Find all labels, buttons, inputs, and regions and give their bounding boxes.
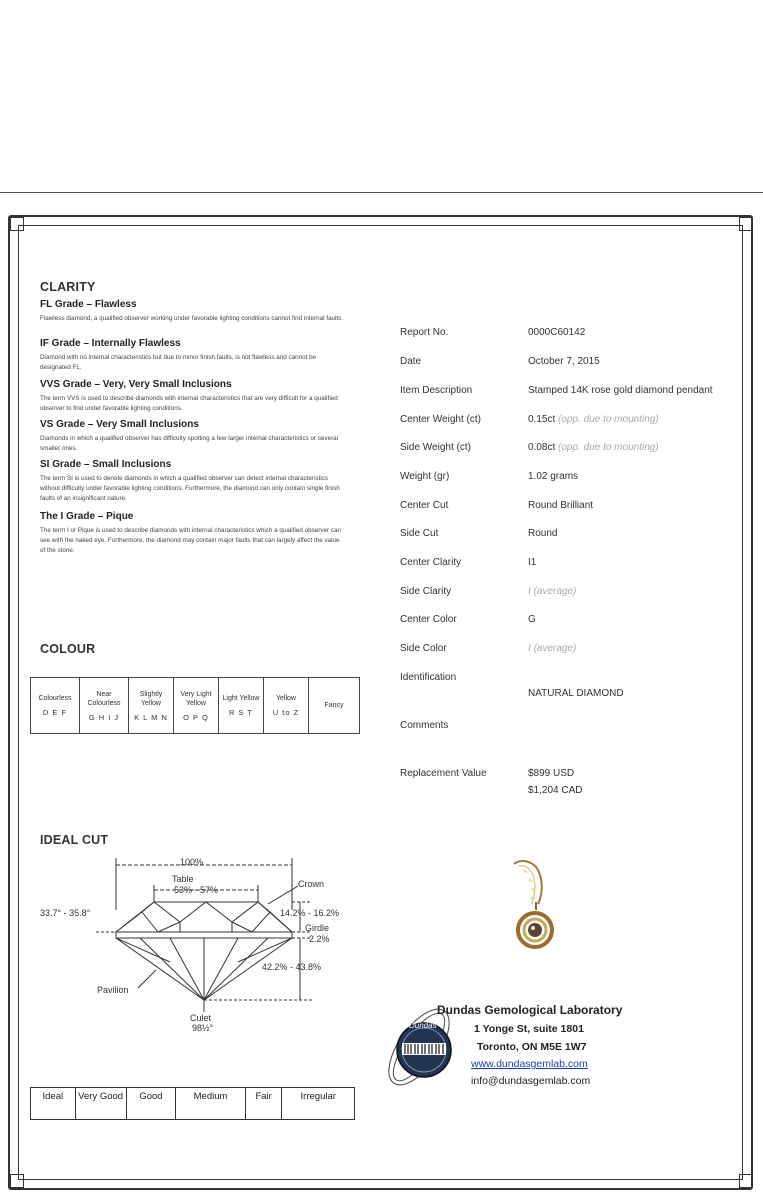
corner-ornament <box>10 1174 24 1188</box>
date-label: Date <box>400 356 422 367</box>
center-cut-label: Center Cut <box>400 500 449 511</box>
colour-label: Near Colourless <box>87 690 121 707</box>
center-weight-value <box>528 414 659 425</box>
total-width-label: 100% <box>180 857 204 867</box>
side-color-value <box>528 643 576 654</box>
comments-label: Comments <box>400 720 449 731</box>
grade-vvs-text: The term VVS is used to describe diamonds with internal characteristics that are very difficult for a qualified observer to find under favorable lighting conditions. <box>40 395 338 412</box>
grade-fl-text: Flawless diamond, a qualified observer working under favorable lighting conditions cannot find internal faults. <box>40 315 344 322</box>
colour-col-fancy <box>309 678 360 734</box>
colour-scale-table <box>30 677 360 734</box>
grade-i-text: The term I or Pique is used to describe diamonds with internal characteristics which a qualified observer can see with the naked eye. Furthermore, the diamond may contain major faults that can largely affect the value of the stone. <box>40 527 341 554</box>
colour-label: Fancy <box>324 702 344 709</box>
replacement-usd: $899 USD <box>528 768 575 779</box>
girdle-value: 2.2% <box>309 934 330 944</box>
clarity-title: CLARITY <box>40 280 96 294</box>
cut-grade-cell: Fair <box>245 1088 282 1120</box>
grade-i-title: The I Grade – Pique <box>40 511 134 522</box>
colour-range: K L M N <box>134 712 168 722</box>
side-clarity-grade: I <box>528 586 531 597</box>
culet-label: Culet <box>190 1013 212 1023</box>
culet-value: 98½° <box>192 1023 214 1033</box>
center-color-label: Center Color <box>400 614 457 625</box>
corner-ornament <box>739 1174 753 1188</box>
side-weight-amount: 0.08ct <box>528 442 556 453</box>
colour-title: COLOUR <box>40 642 96 656</box>
colour-range: O P Q <box>183 712 209 722</box>
lab-name: Dundas Gemological Laboratory <box>437 1003 623 1017</box>
page-top-rule <box>0 192 763 193</box>
side-weight-note: (opp. due to mounting) <box>558 442 659 453</box>
grade-fl-title: FL Grade – Flawless <box>40 299 137 310</box>
cut-grade-table <box>30 1087 355 1120</box>
cut-grade-cell: Good <box>126 1088 176 1120</box>
grade-if-text: Diamond with no internal characteristics but due to minor finish faults, is not flawless and cannot be designated FL. <box>40 354 317 371</box>
grade-vvs-title: VVS Grade – Very, Very Small Inclusions <box>40 379 232 390</box>
table-range-label: 53% - 57% <box>174 885 219 895</box>
colour-range: R S T <box>228 708 254 717</box>
identification-value: NATURAL DIAMOND <box>528 688 624 699</box>
side-color-note: (average) <box>533 643 577 654</box>
center-weight-note: (opp. due to mounting) <box>558 414 659 425</box>
grade-si-text: The term SI is used to denote diamonds in which a qualified observer can detect internal characteristics without difficulty under favorable lighting conditions. Furthermore, the diamond can only contain single finish faults of an insignificant nature. <box>40 475 340 502</box>
seal-text: Dundas <box>409 1021 437 1030</box>
crown-angle-label: 33.7° - 35.8° <box>40 908 91 918</box>
colour-range: U to Z <box>272 708 300 717</box>
colour-label: Yellow <box>276 695 296 702</box>
ideal-cut-title: IDEAL CUT <box>40 833 109 847</box>
side-clarity-note: (average) <box>533 586 577 597</box>
grade-vs-title: VS Grade – Very Small Inclusions <box>40 419 199 430</box>
side-clarity-label: Side Clarity <box>400 586 452 597</box>
grade-if-title: IF Grade – Internally Flawless <box>40 338 181 349</box>
girdle-label: Girdle <box>305 923 330 933</box>
report-no-value: 0000C60142 <box>528 327 586 338</box>
corner-ornament <box>739 217 753 231</box>
colour-col-u-z <box>264 678 309 734</box>
item-description-value: Stamped 14K rose gold diamond pendant <box>528 385 713 396</box>
center-cut-value: Round Brilliant <box>528 500 594 511</box>
side-weight-label: Side Weight (ct) <box>400 442 471 453</box>
side-cut-value: Round <box>528 528 558 539</box>
cut-grade-cell: Very Good <box>75 1088 126 1120</box>
colour-col-r-t <box>219 678 264 734</box>
colour-label: Very Light Yellow <box>180 690 212 707</box>
colour-col-o-q <box>174 678 219 734</box>
colour-range: D E F <box>42 708 68 717</box>
corner-ornament <box>10 217 24 231</box>
center-weight-label: Center Weight (ct) <box>400 414 481 425</box>
weight-gr-label: Weight (gr) <box>400 471 450 482</box>
center-weight-amount: 0.15ct <box>528 414 556 425</box>
cut-grade-cell: Medium <box>176 1088 246 1120</box>
colour-label: Slightly Yellow <box>139 690 163 707</box>
cut-grade-cell: Irregular <box>282 1088 355 1120</box>
center-clarity-label: Center Clarity <box>400 557 462 568</box>
table-label: Table <box>172 874 194 884</box>
pavilion-depth-label: 42.2% - 43.8% <box>262 962 322 972</box>
replacement-cad: $1,204 CAD <box>528 785 583 796</box>
crown-label: Crown <box>298 879 325 889</box>
identification-label: Identification <box>400 672 457 683</box>
colour-col-k-n <box>129 678 174 734</box>
side-clarity-value <box>528 586 576 597</box>
crown-height-label: 14.2% - 16.2% <box>280 908 340 918</box>
lab-email[interactable]: info@dundasgemlab.com <box>471 1075 591 1087</box>
pavilion-label: Pavilion <box>97 985 129 995</box>
report-no-label: Report No. <box>400 327 449 338</box>
lab-address-line1: 1 Yonge St, suite 1801 <box>474 1023 584 1035</box>
cut-grade-cell: Ideal <box>31 1088 76 1120</box>
grade-vs-text: Diamonds in which a qualified observer has difficulty spotting a few larger internal characteristics or several smaller ones. <box>40 435 339 452</box>
replacement-value-label: Replacement Value <box>400 768 487 779</box>
lab-website-link[interactable]: www.dundasgemlab.com <box>471 1058 588 1070</box>
center-color-value: G <box>528 614 536 625</box>
date-value: October 7, 2015 <box>528 356 600 367</box>
colour-range: G H I J <box>88 712 120 722</box>
colour-label: Colourless <box>38 695 72 702</box>
lab-address-line2: Toronto, ON M5E 1W7 <box>477 1041 587 1053</box>
center-clarity-value: I1 <box>528 557 537 568</box>
side-cut-label: Side Cut <box>400 528 439 539</box>
colour-col-d-f <box>31 678 80 734</box>
weight-gr-value: 1.02 grams <box>528 471 579 482</box>
side-color-label: Side Color <box>400 643 447 654</box>
colour-col-g-j <box>80 678 129 734</box>
side-color-grade: I <box>528 643 531 654</box>
pendant-photo <box>500 858 570 958</box>
side-weight-value <box>528 442 659 453</box>
grade-si-title: SI Grade – Small Inclusions <box>40 459 172 470</box>
item-description-label: Item Description <box>400 385 473 396</box>
colour-label: Light Yellow <box>222 695 260 702</box>
